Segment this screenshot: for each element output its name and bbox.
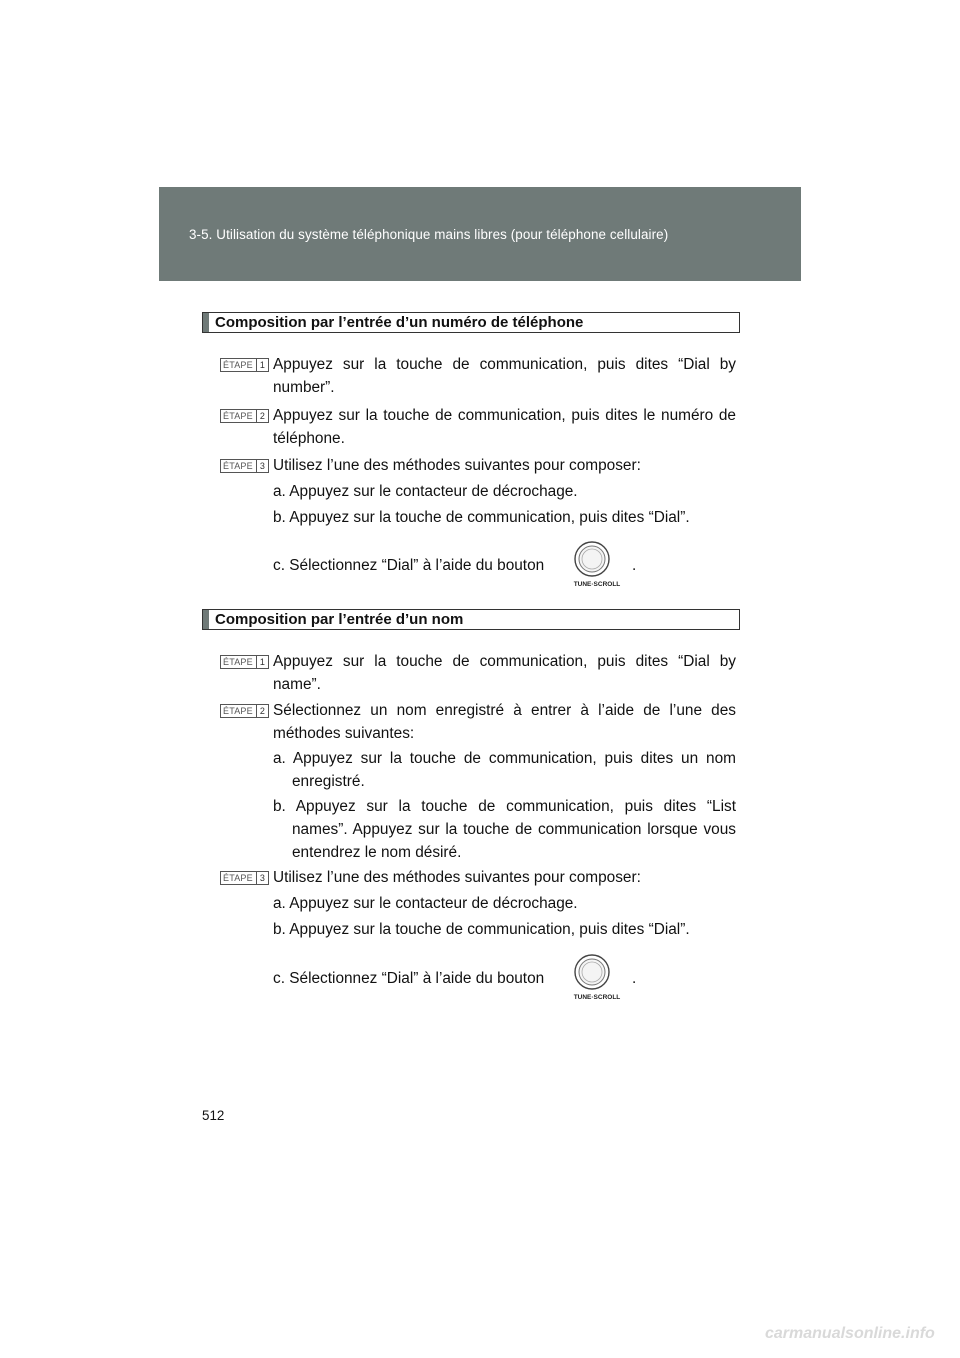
section-heading-name (202, 609, 740, 630)
step-badge-2: ÉTAPE 2 (220, 704, 269, 718)
step-text: Appuyez sur la touche de communication, puis dites “Dial by number”. (273, 356, 736, 396)
option-text: a. Appuyez sur la touche de communication, puis dites un nom enregistré. (273, 750, 736, 790)
step-text: Appuyez sur la touche de communication, puis dites le numéro de téléphone. (273, 407, 736, 447)
section-title: Composition par l’entrée d’un nom (215, 611, 464, 628)
step-text: Utilisez l’une des méthodes suivantes pour composer: (273, 457, 641, 474)
tune-scroll-knob-icon (570, 540, 624, 590)
section-heading-number (202, 312, 740, 333)
knob-label: TUNE·SCROLL (573, 994, 621, 1001)
step-badge-3: ÉTAPE 3 (220, 459, 269, 473)
chapter-title: 3-5. Utilisation du système téléphonique mains libres (pour téléphone cellulaire) (189, 227, 669, 242)
option-text: c. Sélectionnez “Dial” à l’aide du bouton (273, 970, 545, 987)
option-text: a. Appuyez sur le contacteur de décrochage. (273, 895, 578, 912)
step-text: Utilisez l’une des méthodes suivantes pour composer: (273, 869, 641, 886)
watermark-logo: carmanualsonline.info (765, 1325, 935, 1342)
step-text: Appuyez sur la touche de communication, puis dites “Dial by name”. (273, 653, 736, 693)
option-text: b. Appuyez sur la touche de communication, puis dites “Dial”. (273, 509, 690, 526)
section-title: Composition par l’entrée d’un numéro de téléphone (215, 314, 584, 331)
option-text: c. Sélectionnez “Dial” à l’aide du bouton (273, 557, 545, 574)
section-heading-bar (203, 610, 209, 629)
step-text: Sélectionnez un nom enregistré à entrer à l’aide de l’une des méthodes suivantes: (273, 702, 736, 742)
option-text: b. Appuyez sur la touche de communication, puis dites “Dial”. (273, 921, 690, 938)
period: . (632, 970, 637, 987)
chapter-header (159, 187, 801, 281)
option-text: b. Appuyez sur la touche de communication, puis dites “List names”. Appuyez sur la touche de communication lorsque vous entendrez le nom désiré. (273, 798, 736, 861)
step-badge-3: ÉTAPE 3 (220, 871, 269, 885)
option-text: a. Appuyez sur le contacteur de décrochage. (273, 483, 578, 500)
step-badge-2: ÉTAPE 2 (220, 409, 269, 423)
step-badge-1: ÉTAPE 1 (220, 655, 269, 669)
knob-label: TUNE·SCROLL (573, 581, 621, 588)
period: . (632, 557, 637, 574)
tune-scroll-knob-icon (570, 953, 624, 1003)
page-number: 512 (202, 1108, 225, 1123)
step-badge-1: ÉTAPE 1 (220, 358, 269, 372)
section-heading-bar (203, 313, 209, 332)
